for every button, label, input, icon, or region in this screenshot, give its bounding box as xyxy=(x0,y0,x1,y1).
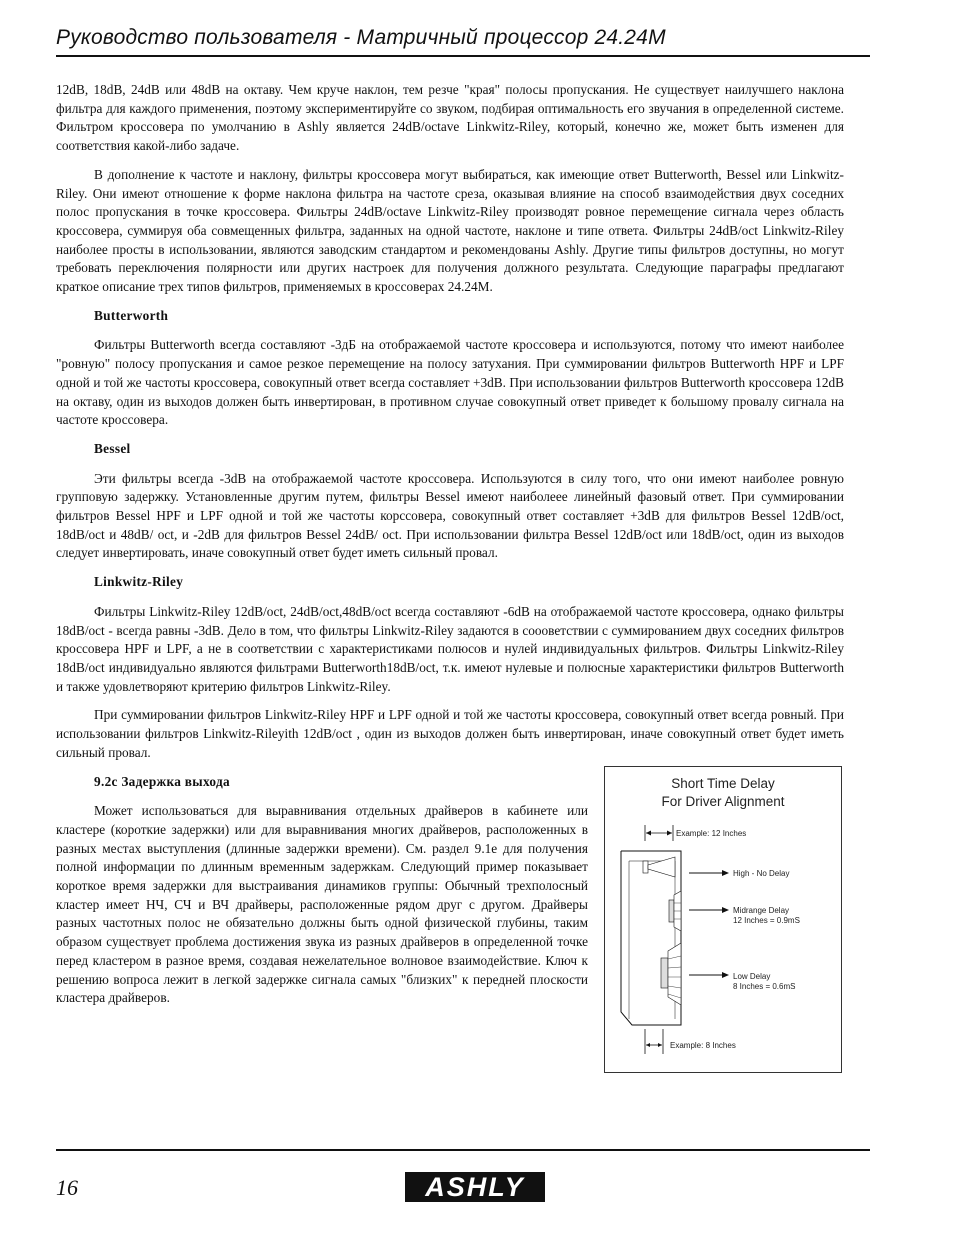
paragraph-linkwitz-summing: При суммировании фильтров Linkwitz-Riley HPF и LPF одной и той же частоты кроссовера, совокупный ответ всегда ровный. При использовании фильтров Linkwitz-Rileyith 12dB/oct , один из выходов должен быть инвертирован, иначе совокупный ответ будет иметь сильный провал. xyxy=(56,707,844,760)
paragraph-filter-types: В дополнение к частоте и наклону, фильтры кроссовера могут выбираться, как имеющие ответ Butterworth, Bessel или Linkwitz-Riley. Они имеют отношение к форме наклона фильтра на частоте среза, оказывая влияние на способ взаимодействия двух соседних полос пропускания в точке кроссовера. Фильтры 24dB/octave Linkwitz-Riley производят ровное перемещение сигнала через область кроссовера, суммируя оба совмещенных фильтра, заданных на одной частоте, наклоне и типе ответа. Фильтры 24dB/oct Linkwitz-Riley наиболее просты в использовании, являются заводским стандартом и рекомендованы Ashly. Другие типы фильтров доступны, но могут требовать переключения полярности или других настроек для получения должного результата. Следующие параграфы предлагают краткое описание трех типов фильтров, применяемых в кроссоверах 24.24M. xyxy=(56,166,844,295)
paragraph-butterworth: Фильтры Butterworth всегда составляют -3дБ на отображаемой частоте кроссовера и используются, потому что имеют наиболее "ровную" полосу пропускания и самое резкое перемещение на полосу затухания. При суммировании фильтров Butterworth HPF и LPF одной и той же частоты кроссовера, совокупный ответ всегда составляет +3dB. При использовании фильтров Butterworth кроссовера 12dB на октаву, один из выходов должен быть инвертирован, в противном случае совокупный ответ приведет к большому провалу сигнала на частоте кроссовера. xyxy=(56,337,844,428)
paragraph-slopes: 12dB, 18dB, 24dB или 48dB на октаву. Чем круче наклон, тем резче "края" полосы пропускания. Не существует наилучшего наклона фильтра для каждого применения, поэтому экспериментируйте со звуком, подбирая оптимальность его звучания в определенной системе. Фильтром кроссовера по умолчанию в Ashly является 24dB/octave Linkwitz-Riley, который, конечно же, может быть изменен для соответствия какой-либо задаче. xyxy=(56,82,844,154)
heading-output-delay: 9.2c Задержка выхода xyxy=(94,773,230,789)
paragraph-bessel: Эти фильтры всегда -3dB на отображаемой частоте кроссовера. Используются в силу того, что они имеют наиболее ровную групповую задержку. Установленные другим путем, фильтры Bessel имеют наиболееe линейный фазовый ответ. При суммировании фильтров Bessel HPF и LPF одной и той же частоты корссовера, совокупный ответ составляет +3dB для фильтров Bessel 12dB/oct, 18dB/oct и 48dB/ oct, и -2dB для фильтров Bessel 24dB/ oct. При использовании фильтра Bessel 12dB/oct или 18dB/oct, один из выходов следует инвертировать, иначе совокупный ответ будет иметь сильный провал. xyxy=(56,470,844,561)
low-driver xyxy=(661,943,681,1005)
heading-linkwitz-riley: Linkwitz-Riley xyxy=(94,574,184,590)
label-low-delay-value: 8 Inches = 0.6mS xyxy=(733,981,796,991)
footer-divider xyxy=(56,1149,870,1151)
page-header-title: Руководство пользователя - Матричный процессор 24.24M xyxy=(56,26,666,49)
page-number: 16 xyxy=(56,1175,78,1200)
speaker-cluster-diagram xyxy=(605,767,841,1072)
label-low-delay: Low Delay xyxy=(733,971,771,981)
high-driver-horn xyxy=(643,857,675,877)
ashly-logo: ASHLY xyxy=(405,1172,545,1202)
heading-bessel: Bessel xyxy=(94,440,131,456)
delay-section xyxy=(56,773,844,1050)
label-high-no-delay: High - No Delay xyxy=(733,868,790,878)
midrange-driver xyxy=(669,891,681,931)
figure-title-line1: Short Time Delay xyxy=(671,775,775,791)
figure-title-line2: For Driver Alignment xyxy=(661,793,785,809)
document-body xyxy=(56,81,844,1050)
label-midrange-delay-value: 12 Inches = 0.9mS xyxy=(733,915,800,925)
paragraph-linkwitz-riley: Фильтры Linkwitz-Riley 12dB/oct, 24dB/oct,48dB/oct всегда составляют -6dB на отображаемой частоте кроссовера, однако фильтры 18dB/oct - всегда равны -3dB. Дело в том, что фильтры Linkwitz-Riley задаются в соооветствии с суммированием двух соседних фильтров кроссовера HPF и LPF, а не в соответствии с характеристиками полюсов и нулей индивидуальных фильтров. Фильтры Linkwitz-Riley 18dB/oct индивидуально являются фильтрами Butterworth18dB/oct, т.к. имеют нулевые и полюсные характеристики фильтров Butterworth и также удовлетворяют критерию фильтров Linkwitz-Riley. xyxy=(56,603,844,694)
paragraph-output-delay: Может использоваться для выравнивания отдельных драйверов в кабинете или кластере (короткие задержки) или для выравнивания многих драйверов, расположенных в разных местах выступления (длинные задержки времени). См. раздел 9.1e для получения полной информации по длинным временным задержкам. Следующий пример показывает короткое время задержки для выстраивания динамиков группы: Обычный трехполосный кластер имеет НЧ, СЧ и ВЧ драйверы, расположенные рядом друг с другом. Драйверы разных частотных полос не обязательно должны быть одной физической глубины, таким образом существует проблема достижения звука из разных драйверов в определенной точке перед кластером в разное время, создавая нежелательное волновое взаимодействие. Ключ к решению вопроса лежит в легкой задержке сигнала самых "близких" к передней плоскости кластера драйверов. xyxy=(56,803,588,1006)
label-top-dimension: Example: 12 Inches xyxy=(676,828,747,838)
driver-alignment-figure xyxy=(604,766,842,1073)
heading-butterworth: Butterworth xyxy=(94,307,169,323)
label-midrange-delay: Midrange Delay xyxy=(733,905,790,915)
label-bottom-dimension: Example: 8 Inches xyxy=(670,1040,736,1050)
header-divider xyxy=(56,55,870,57)
